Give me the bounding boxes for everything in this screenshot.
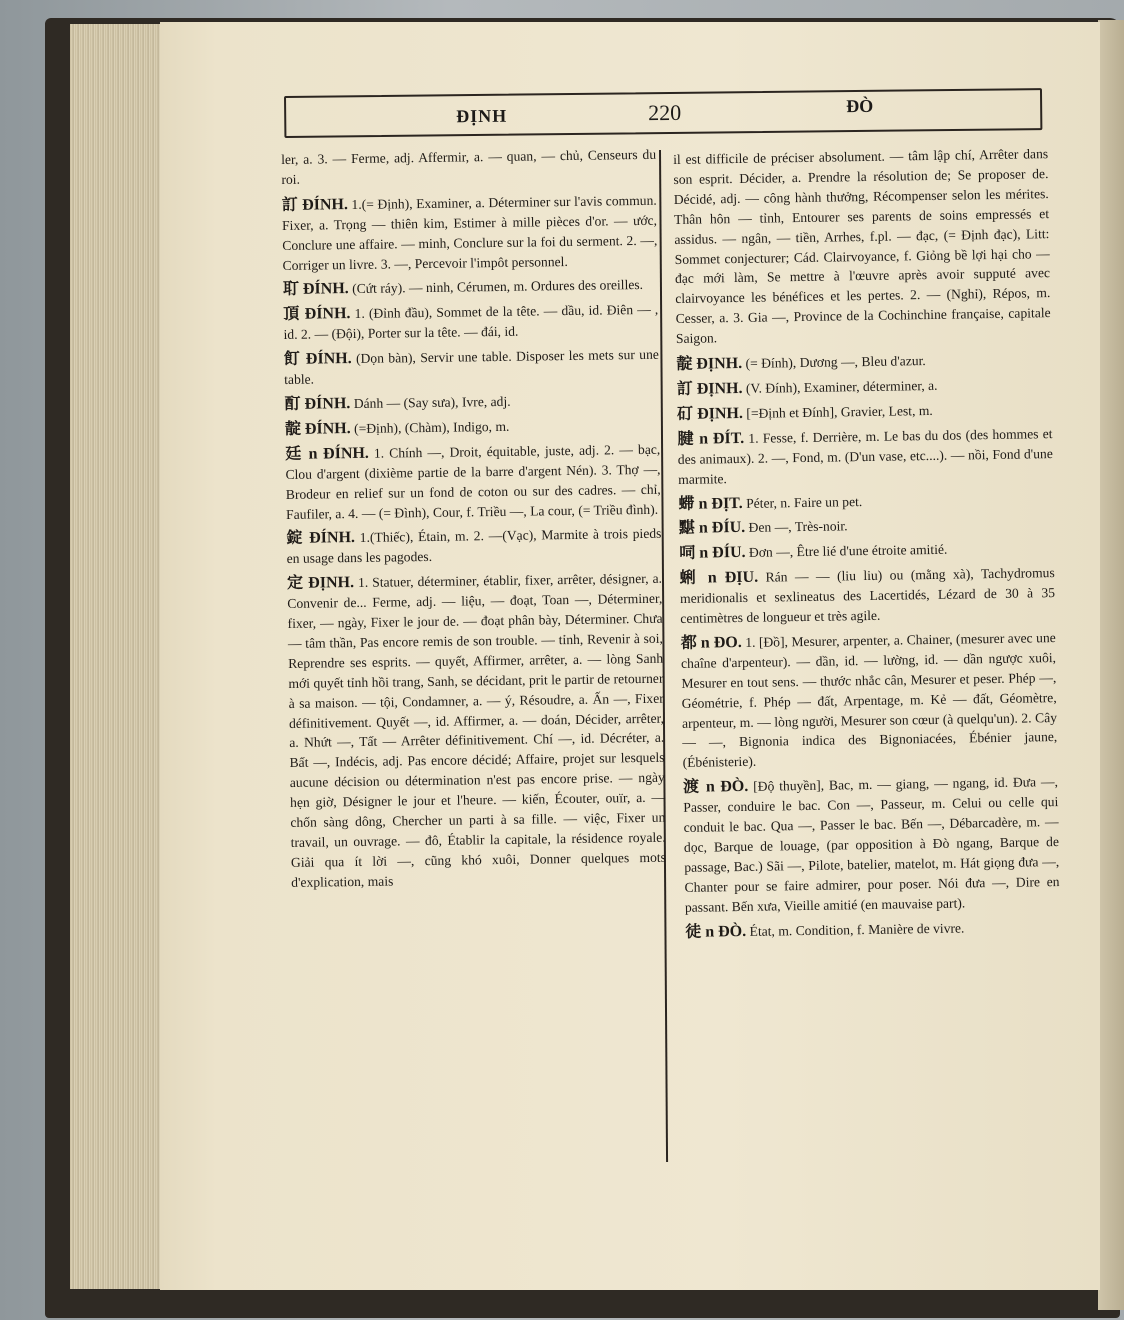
entry-text: Đơn —, Être lié d'une étroite amitié. bbox=[748, 542, 948, 561]
entry-text: il est difficile de préciser absolument. — tâm lập chí, Arrêter dans son esprit. Décider, a. Prendre la résolution de; Se proposer de. Décidé, adj. — công hành thưởng, Récompenser selon les mérites. Thân hôn — tỉnh, Entourer ses parents de soins empressés et assidus. — ngân, — tiền, Arrhes, f.pl. — đạc, (= Định đạc), Litt: Sommet conjecturer; Cád. Clairvoyance, f. Giỏng bề lợi hại cho — đạc mới làm, Se mettre à l'œuvre après avoir supputé avec clairvoyance les bénéfices et les pertes. 2. — (Nghỉ), Répos, m. Cesser, a. 3. Gia —, Province de la Cochinchine française, capitale Saigon. bbox=[673, 146, 1051, 347]
entry-headword: 靛 ĐỊNH. bbox=[676, 355, 743, 374]
entry-text: Péter, n. Faire un pet. bbox=[746, 493, 863, 511]
entry-headword: 腱 n ĐÍT. bbox=[677, 429, 745, 448]
header-left-word: ĐỊNH bbox=[456, 105, 508, 127]
dictionary-entry bbox=[283, 275, 658, 300]
entry-headword: 廷 n ĐÍNH. bbox=[285, 444, 369, 463]
running-header bbox=[284, 88, 1042, 138]
dictionary-entry bbox=[680, 563, 1056, 629]
entry-text: 1. Statuer, déterminer, établir, fixer, arrêter, désigner, a. Convenir de... Ferme, adj. — liệu, — đoạt, Toan —, Déterminer, fixer, — ngày, Fixer le jour de. — đoạt phân bày, Déterminer. Chưa — tâm thần, Pas encore remis de son trouble. — tỉnh, Revenir à soi, Reprendre ses esprits. — quyết, Affirmer, arrêter, a. — lòng Sanh mới quyết tỉnh hồi trang, Sanh, se décidant, prit le partir de retourner à sa maison. — tội, Condamner, a. — ý, Résoudre, a. Ấn —, Fixer définitivement. Quyết —, id. Affirmer, a. — doán, Décider, arrêter, a. Nhứt —, Tất — Arrêter définitivement. Chí —, id. Décréter, a. Bất —, Indécis, adj. Pas encore décidé; Affaire, projet sur lesquels aucune décision ou détermination n'est pas encore prise. — ngày hẹn giờ, Désigner le jour et l'heure. — kiến, Écouter, ouïr, a. — chốn sàng dông, Chercher un parti à sa fille. — việc, Fixer un travail, un ouvrage. — đô, Établir la capitale, la résidence royale. Giải qua ít lời —, cũng khó xuôi, Donner quelques mots d'explication, mais bbox=[287, 570, 667, 890]
dictionary-entry bbox=[677, 424, 1053, 490]
dictionary-entry bbox=[677, 399, 1052, 425]
entry-headword: 都 n ĐO. bbox=[680, 633, 742, 652]
dictionary-entry bbox=[285, 415, 660, 440]
entry-text: (Dọn bàn), Servir une table. Disposer les mets sur une table. bbox=[284, 346, 659, 388]
entry-headword: 頂 ĐÍNH. bbox=[283, 305, 351, 324]
dictionary-entry bbox=[286, 524, 662, 569]
entry-headword: 矴 ĐỊNH. bbox=[677, 404, 744, 423]
entry-headword: 渡 n ĐÒ. bbox=[682, 778, 749, 797]
entry-text: 1. Fesse, f. Derrière, m. Le bas du dos (des hommes et des animaux). 2. —, Fond, m. (D'un vase, etc....). — nồi, Fond d'une marmite. bbox=[677, 425, 1053, 487]
dictionary-entry bbox=[673, 144, 1051, 349]
right-column bbox=[673, 144, 1060, 947]
dictionary-entry bbox=[677, 374, 1052, 400]
entry-text: État, m. Condition, f. Manière de vivre. bbox=[749, 920, 965, 939]
dictionary-entry bbox=[285, 440, 661, 525]
entry-headword: 定 ĐỊNH. bbox=[286, 574, 355, 593]
dictionary-entry bbox=[679, 513, 1054, 539]
entry-text: (V. Đính), Examiner, déterminer, a. bbox=[745, 377, 938, 396]
dictionary-entry bbox=[683, 772, 1060, 917]
dictionary-entry bbox=[676, 349, 1051, 375]
entry-headword: 飣 ĐÍNH. bbox=[283, 350, 352, 369]
entry-text: 1.(Thiếc), Étain, m. 2. —(Vạc), Marmite à trois pieds en usage dans les pagodes. bbox=[286, 526, 662, 567]
page-edges bbox=[70, 24, 170, 1289]
dictionary-entry bbox=[284, 345, 660, 390]
entry-text: ler, a. 3. — Ferme, adj. Affermir, a. — quan, — chủ, Censeurs du roi. bbox=[281, 146, 657, 187]
left-column bbox=[281, 145, 666, 898]
entry-headword: 蜊 n ĐỊU. bbox=[679, 568, 759, 588]
entry-headword: 酊 ĐÍNH. bbox=[284, 395, 351, 413]
entry-headword: 耵 ĐÍNH. bbox=[282, 280, 349, 299]
dictionary-entry bbox=[282, 191, 658, 276]
dictionary-entry bbox=[681, 628, 1058, 773]
entry-text: 1.(= Định), Examiner, a. Déterminer sur l'avis commun. Fixer, a. Trọng — thiên kim, Estimer à mille pièces d'or. — ước, Conclure une affaire. — minh, Conclure sur la foi du serment. 2. —, Corriger un livre. 3. —, Percevoir l'impôt personnel. bbox=[281, 192, 658, 273]
dictionary-entry bbox=[284, 390, 659, 415]
header-right-word: ĐÒ bbox=[846, 95, 874, 117]
entry-text: [Độ thuyền], Bac, m. — giang, — ngang, id. Đưa —, Passer, conduire le bac. Con —, Passeur, m. Celui ou celle qui conduit le bac. Qua —, Passer le bac. Bến —, Débarcadère, m. — dọc, Barque de louage, (par opposition à Đò ngang, Barque de passage, Bac.) Sãi —, Pilote, batelier, matelot, m. Hát giọng đưa —, Chanter pour se faire admirer, pour poser. Nói đưa —, Dire en passant. Bến xưa, Vieille amitié (en mauvaise part). bbox=[683, 774, 1060, 915]
entry-text: 1. Chính —, Droit, équitable, juste, adj. 2. — bạc, Clou d'argent (dixième partie de la barre d'argent Nén). 3. Thợ —, Brodeur en relief sur un fond de coton ou sur des cadres. — chỉ, Faufiler, a. 4. — (= Đình), Cour, f. Triều —, La cour, (= Triều đình). bbox=[285, 441, 661, 522]
entry-text: Đen —, Très-noir. bbox=[748, 518, 848, 536]
entry-text: 1. (Đỉnh đầu), Sommet de la tête. — dầu, id. Điên — , id. 2. — (Đội), Porter sur la tête. — đái, id. bbox=[283, 302, 659, 343]
dictionary-entry bbox=[283, 300, 659, 345]
entry-text: 1. [Đồ], Mesurer, arpenter, a. Chainer, (mesurer avec une chaîne d'arpenteur). — dần, id. — lường, id. — dần ngược xuôi, Mesurer en tout sens. — thước nhắc cân, Mesurer et peser. Phép —, Géométrie, f. Phép — đất, Arpentage, m. Kẻ — đất, Géomètre, arpenteur, m. — lòng người, Mesurer son cœur (à quelqu'un). 2. Cây — —, Bignonia indica des Bignoniacées, Ébénier jaune, (Ébénisterie). bbox=[680, 629, 1058, 771]
dictionary-entry bbox=[685, 917, 1060, 943]
entry-headword: 訂 ĐÍNH. bbox=[281, 195, 349, 214]
entry-headword: 黮 n ĐÍU. bbox=[678, 519, 746, 538]
entry-headword: 訂 ĐỊNH. bbox=[676, 379, 743, 398]
page-number: 220 bbox=[648, 99, 682, 126]
entry-text: (= Đính), Dương —, Bleu d'azur. bbox=[745, 353, 926, 371]
entry-text: Dánh — (Say sưa), Ivre, adj. bbox=[353, 393, 511, 411]
right-page-edge bbox=[1098, 20, 1124, 1310]
entry-text: (Cứt ráy). — ninh, Cérumen, m. Ordures des oreilles. bbox=[352, 277, 644, 297]
dictionary-entry bbox=[679, 538, 1054, 564]
entry-text: (=Định), (Chàm), Indigo, m. bbox=[353, 418, 510, 436]
dictionary-entry bbox=[678, 489, 1053, 515]
entry-headword: 錠 ĐÍNH. bbox=[286, 529, 356, 548]
entry-headword: 䗖 n ĐỊT. bbox=[678, 494, 743, 513]
entry-text: [=Định et Đính], Gravier, Lest, m. bbox=[746, 402, 933, 421]
entry-headword: 呞 n ĐÍU. bbox=[679, 544, 746, 563]
entry-headword: 徒 n ĐÒ. bbox=[685, 922, 747, 941]
dictionary-entry bbox=[287, 569, 666, 893]
dictionary-entry bbox=[281, 145, 657, 190]
entry-text: Rán — — (liu liu) ou (mằng xà), Tachydromus meridionalis et sexlineatus des Lacertidés, Lézard de 30 à 35 centimètres de longueur et très agile. bbox=[679, 565, 1056, 626]
entry-headword: 靛 ĐÍNH. bbox=[284, 419, 351, 438]
